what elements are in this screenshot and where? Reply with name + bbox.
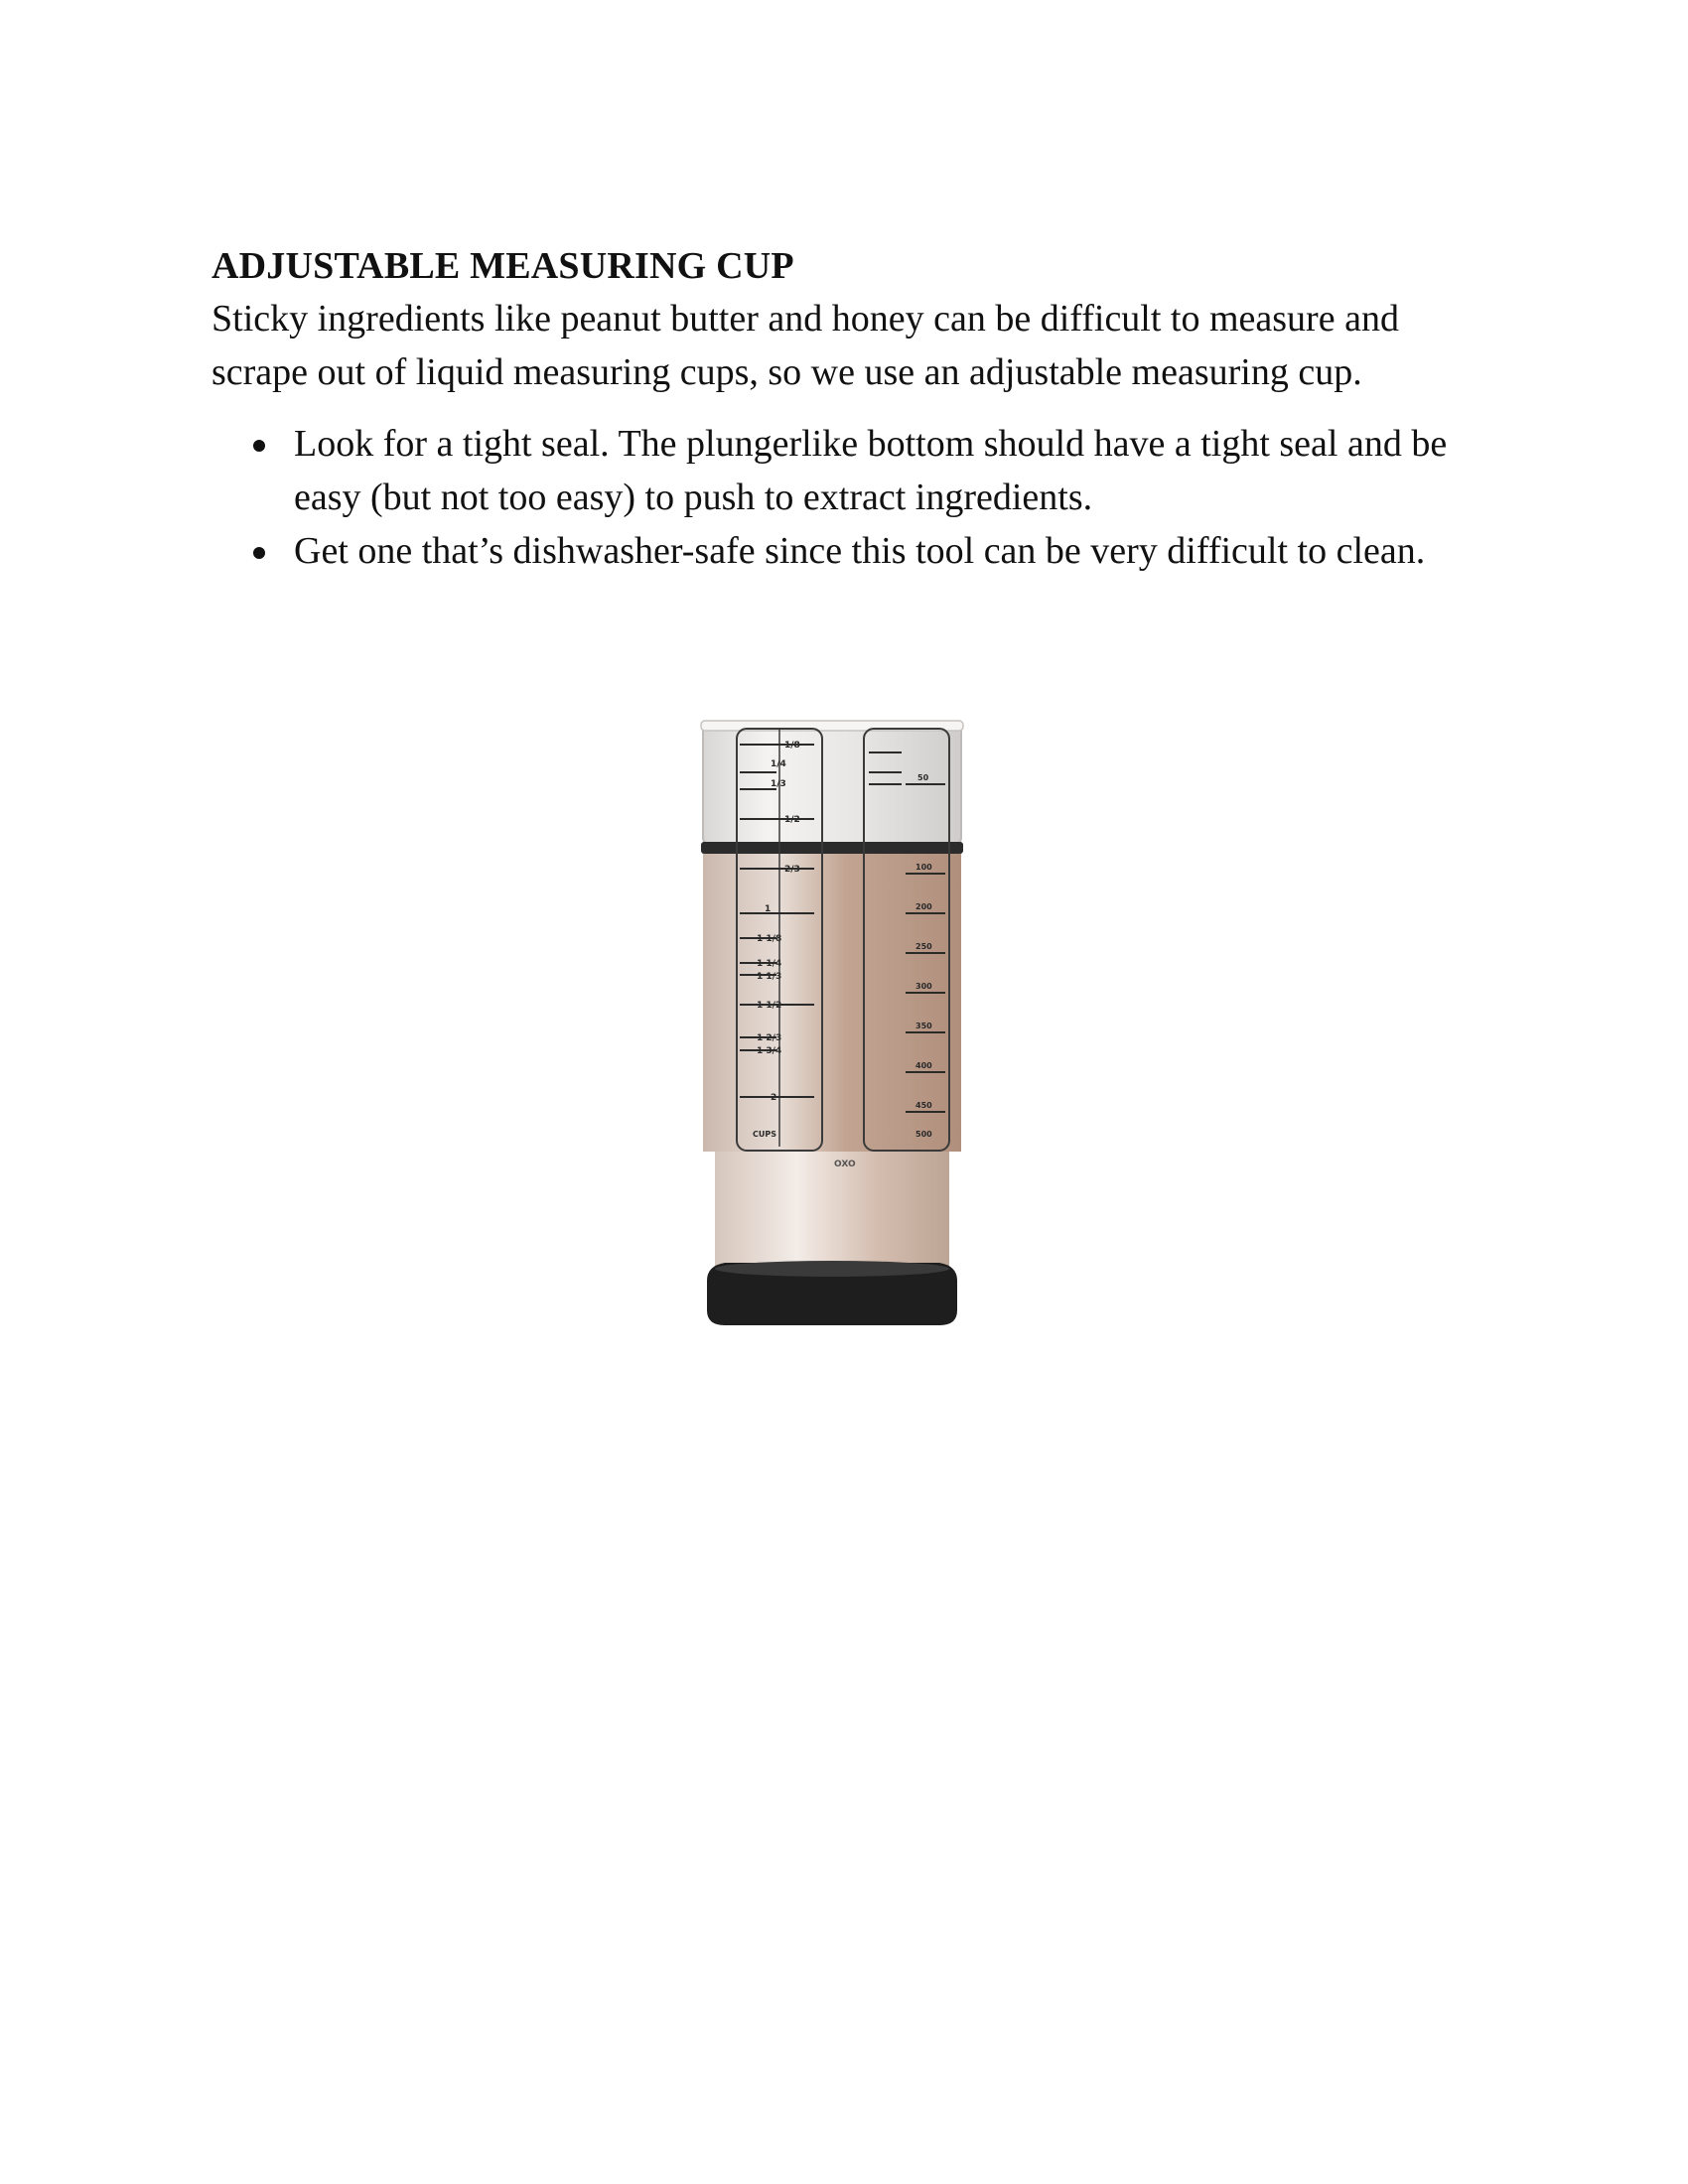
- svg-text:1 1/3: 1 1/3: [757, 972, 782, 982]
- svg-text:250: 250: [915, 942, 932, 951]
- svg-text:CUPS: CUPS: [753, 1130, 776, 1139]
- svg-text:100: 100: [915, 863, 932, 872]
- tip-text: Get one that’s dishwasher-safe since this tool can be very difficult to clean.: [294, 530, 1426, 572]
- svg-text:1/4: 1/4: [771, 759, 786, 769]
- svg-text:400: 400: [915, 1061, 932, 1070]
- svg-text:1 1/2: 1 1/2: [757, 1001, 782, 1011]
- svg-text:2: 2: [771, 1093, 777, 1103]
- svg-text:300: 300: [915, 982, 932, 991]
- bullet-icon: [253, 440, 265, 452]
- svg-text:1 3/4: 1 3/4: [757, 1046, 782, 1056]
- tip-item-dishwasher: [211, 524, 1466, 578]
- plunger-seal: [701, 842, 963, 854]
- section-heading: ADJUSTABLE MEASURING CUP: [211, 245, 794, 287]
- svg-text:1/2: 1/2: [784, 815, 800, 825]
- svg-text:1 2/3: 1 2/3: [757, 1033, 782, 1043]
- bullet-icon: [253, 547, 265, 559]
- svg-text:450: 450: [915, 1101, 932, 1110]
- svg-text:200: 200: [915, 902, 932, 911]
- document-content: [211, 240, 1482, 578]
- svg-text:500: 500: [915, 1130, 932, 1139]
- tip-item-seal: [211, 417, 1466, 524]
- measuring-cup-photo: [685, 715, 1013, 1350]
- svg-text:1/3: 1/3: [771, 779, 786, 789]
- tips-list: [211, 417, 1482, 578]
- svg-text:1: 1: [765, 904, 772, 914]
- svg-text:350: 350: [915, 1022, 932, 1030]
- svg-text:50: 50: [917, 773, 929, 782]
- svg-text:1 1/8: 1 1/8: [757, 934, 782, 944]
- svg-text:1/8: 1/8: [784, 741, 800, 751]
- intro-paragraph: Sticky ingredients like peanut butter and honey can be difficult to measure and scrape out of liquid measuring cups, so we use an adjustable measuring cup.: [211, 298, 1399, 393]
- svg-text:2/3: 2/3: [784, 865, 800, 875]
- svg-text:OXO: OXO: [834, 1160, 856, 1169]
- cup-lower-body: [715, 1152, 949, 1271]
- tip-text: Look for a tight seal. The plungerlike bottom should have a tight seal and be easy (but not too easy) to push to extract ingredients.: [294, 423, 1448, 518]
- svg-text:1 1/4: 1 1/4: [757, 959, 782, 969]
